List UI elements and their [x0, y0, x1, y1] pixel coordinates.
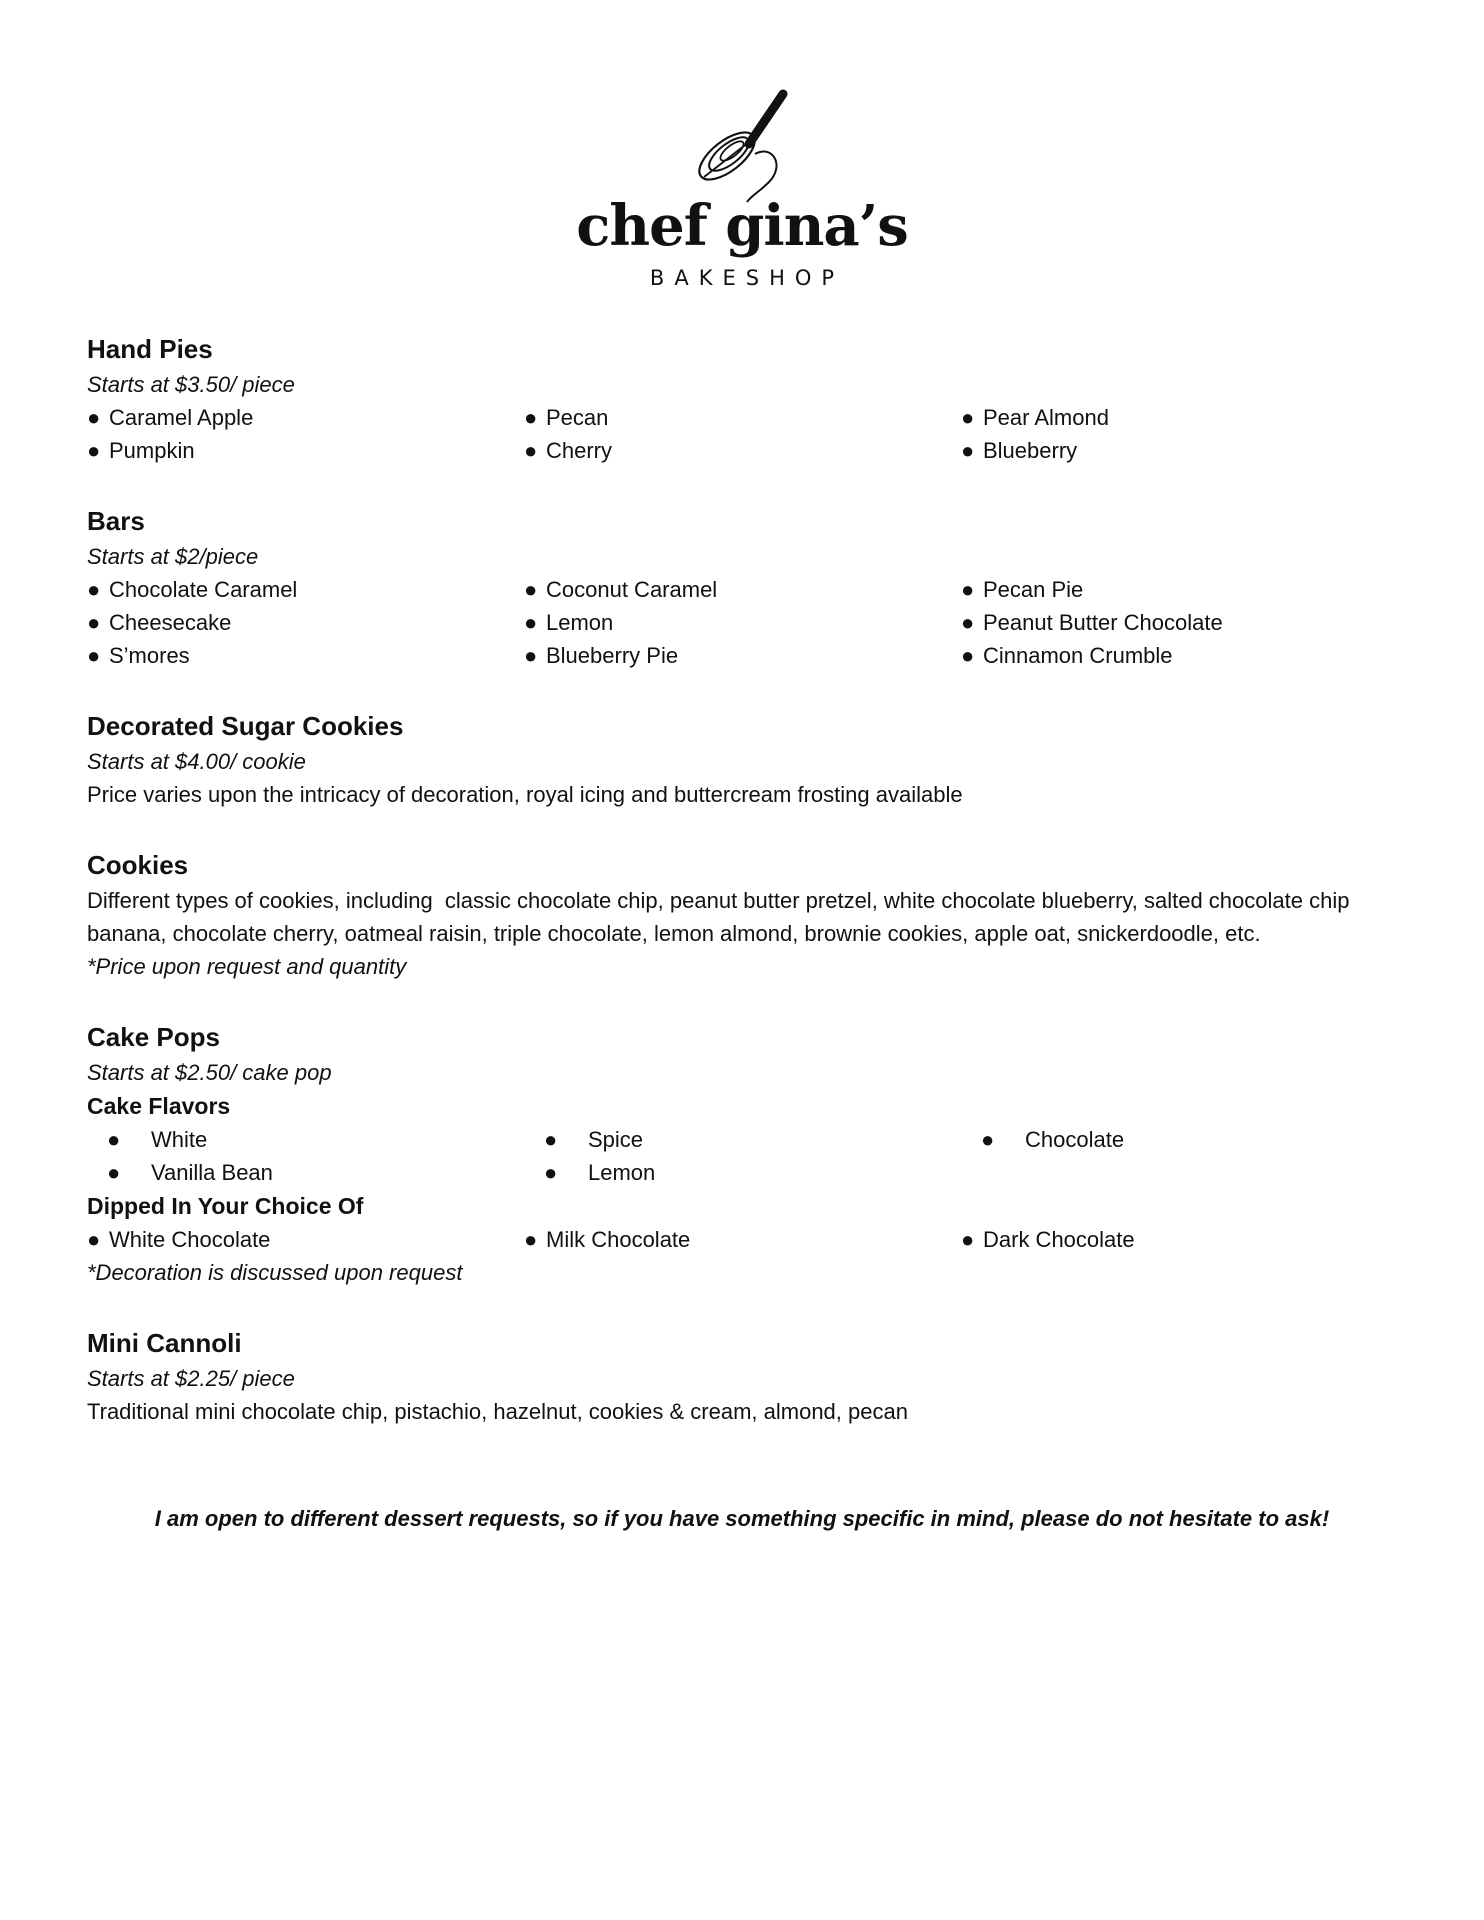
section-title: Bars	[87, 506, 145, 536]
description-text: banana, chocolate cherry, oatmeal raisin, triple chocolate, lemon almond, brownie cookies, apple oat, snickerdoodle, etc.	[87, 921, 1261, 946]
list-item: ● S’mores	[87, 639, 524, 672]
list-item: ● Cinnamon Crumble	[961, 639, 1407, 672]
bullet-icon: ●	[107, 1127, 121, 1152]
price-text: Starts at $2.50/ cake pop	[87, 1060, 332, 1085]
section-bars	[87, 502, 1407, 672]
bullet-icon: ●	[524, 438, 538, 463]
list-item: ● Milk Chocolate	[524, 1223, 961, 1256]
bullet-icon: ●	[87, 438, 101, 463]
list-item: ● Blueberry	[961, 434, 1407, 467]
list-item: ● Dark Chocolate	[961, 1223, 1407, 1256]
list-item: ● Lemon	[524, 1156, 961, 1189]
list-item: ● Pumpkin	[87, 434, 524, 467]
dipped-list	[87, 1223, 1407, 1256]
bullet-icon: ●	[87, 1227, 101, 1252]
bakeshop-logo	[0, 84, 1484, 290]
sub-title: Cake Flavors	[87, 1093, 231, 1119]
section-cookies	[87, 846, 1407, 983]
section-sugar-cookies	[87, 707, 1407, 811]
bullet-icon: ●	[544, 1127, 558, 1152]
bullet-icon: ●	[524, 577, 538, 602]
section-title: Mini Cannoli	[87, 1328, 242, 1358]
section-title: Cake Pops	[87, 1022, 220, 1052]
description-text: Price varies upon the intricacy of decoration, royal icing and buttercream frosting available	[87, 782, 963, 807]
bullet-icon: ●	[87, 610, 101, 635]
note-text: *Decoration is discussed upon request	[87, 1260, 463, 1285]
section-hand-pies	[87, 330, 1407, 467]
list-item: ● Pecan	[524, 401, 961, 434]
closing-note: I am open to different dessert requests, so if you have something specific in mind, please do not hesitate to ask!	[154, 1506, 1330, 1531]
description-text: Different types of cookies, including classic chocolate chip, peanut butter pretzel, white chocolate blueberry, salted chocolate chip	[87, 888, 1350, 913]
bullet-icon: ●	[961, 577, 975, 602]
item-list	[87, 401, 1407, 467]
list-item: ● Lemon	[524, 606, 961, 639]
sub-title: Dipped In Your Choice Of	[87, 1193, 364, 1219]
bullet-icon: ●	[524, 1227, 538, 1252]
list-item: ● Chocolate Caramel	[87, 573, 524, 606]
bullet-icon: ●	[524, 643, 538, 668]
list-item: ● Caramel Apple	[87, 401, 524, 434]
bullet-icon: ●	[961, 438, 975, 463]
list-item: ● Chocolate	[961, 1123, 1407, 1156]
bullet-icon: ●	[524, 405, 538, 430]
note-text: *Price upon request and quantity	[87, 954, 407, 979]
bullet-icon: ●	[87, 577, 101, 602]
list-item: ● Blueberry Pie	[524, 639, 961, 672]
section-cake-pops	[87, 1018, 1407, 1289]
price-text: Starts at $2/piece	[87, 544, 259, 569]
bullet-icon: ●	[87, 643, 101, 668]
section-title: Hand Pies	[87, 334, 213, 364]
list-item: ● White	[87, 1123, 524, 1156]
bullet-icon: ●	[107, 1160, 121, 1185]
price-text: Starts at $3.50/ piece	[87, 372, 295, 397]
logo-name: chef gina’s	[576, 193, 908, 259]
list-item: ● Pear Almond	[961, 401, 1407, 434]
bullet-icon: ●	[87, 405, 101, 430]
bullet-icon: ●	[524, 610, 538, 635]
section-mini-cannoli	[87, 1324, 1407, 1428]
item-list	[87, 573, 1407, 672]
list-item: ● Pecan Pie	[961, 573, 1407, 606]
menu-content	[87, 330, 1407, 1463]
bullet-icon: ●	[961, 405, 975, 430]
description-text: Traditional mini chocolate chip, pistachio, hazelnut, cookies & cream, almond, pecan	[87, 1399, 908, 1424]
bullet-icon: ●	[961, 1227, 975, 1252]
bullet-icon: ●	[544, 1160, 558, 1185]
whisk-icon	[677, 84, 807, 204]
logo-subtitle: BAKESHOP	[649, 266, 845, 290]
flavor-list	[87, 1123, 1407, 1189]
list-item: ● Spice	[524, 1123, 961, 1156]
section-title: Decorated Sugar Cookies	[87, 711, 404, 741]
list-item: ● Cheesecake	[87, 606, 524, 639]
bullet-icon: ●	[961, 610, 975, 635]
list-item: ● Peanut Butter Chocolate	[961, 606, 1407, 639]
price-text: Starts at $2.25/ piece	[87, 1366, 295, 1391]
price-text: Starts at $4.00/ cookie	[87, 749, 306, 774]
bullet-icon: ●	[961, 643, 975, 668]
list-item: ● White Chocolate	[87, 1223, 524, 1256]
section-title: Cookies	[87, 850, 189, 880]
list-item: ● Cherry	[524, 434, 961, 467]
list-item: ● Coconut Caramel	[524, 573, 961, 606]
list-item: ● Vanilla Bean	[87, 1156, 524, 1189]
bullet-icon: ●	[981, 1127, 995, 1152]
